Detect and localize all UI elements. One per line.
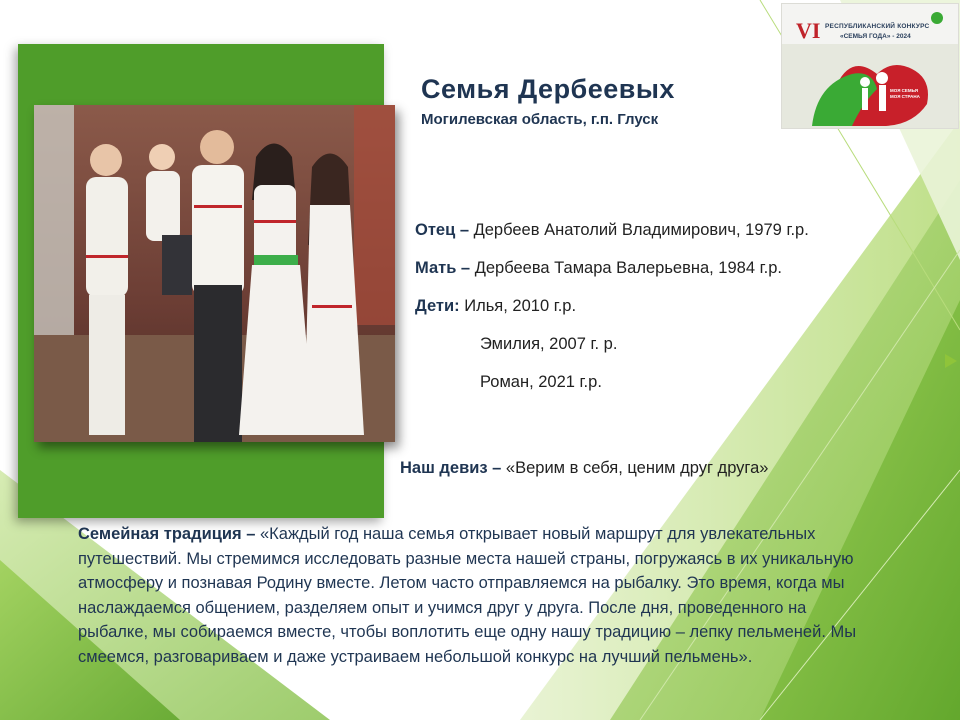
father-line	[415, 221, 809, 240]
logo-contest-year: «СЕМЬЯ ГОДА» - 2024	[840, 33, 911, 40]
child-1: Илья, 2010 г.р.	[459, 297, 577, 315]
arrow-icon	[945, 354, 957, 368]
logo-number: VI	[796, 18, 821, 43]
mother-label: Мать –	[415, 259, 471, 277]
children-line	[415, 297, 576, 316]
tradition-paragraph	[78, 522, 878, 669]
tradition-label: Семейная традиция –	[78, 525, 256, 543]
child-3: Роман, 2021 г.р.	[480, 373, 602, 391]
mother-value: Дербеева Тамара Валерьевна, 1984 г.р.	[470, 259, 782, 277]
child-2: Эмилия, 2007 г. р.	[480, 335, 618, 353]
slide-subtitle: Могилевская область, г.п. Глуск	[421, 111, 659, 128]
logo-contest-name: РЕСПУБЛИКАНСКИЙ КОНКУРС	[825, 23, 930, 30]
motto-label: Наш девиз –	[400, 459, 502, 477]
family-photo	[34, 105, 395, 442]
motto-line	[400, 459, 768, 478]
father-label: Отец –	[415, 221, 469, 239]
slide-title: Семья Дербеевых	[421, 74, 675, 104]
contest-logo	[781, 3, 959, 129]
father-value: Дербеев Анатолий Владимирович, 1979 г.р.	[469, 221, 809, 239]
motto-value: «Верим в себя, ценим друг друга»	[501, 459, 769, 477]
mother-line	[415, 259, 782, 278]
logo-tagline: МОЯ СЕМЬЯ МОЯ СТРАНА	[890, 88, 920, 99]
children-label: Дети:	[415, 297, 460, 315]
tradition-text: «Каждый год наша семья открывает новый маршрут для увлекательных путешествий. Мы стремимся исследовать разные места нашей страны, погружаясь в их уникальную атмосферу и познавая Родину вместе. Летом часто отправляемся на рыбалку. Это время, когда мы наслаждаемся общением, разделяем опыт и учимся друг у друга. После дня, проведенного на рыбалке, мы собираемся вместе, чтобы воплотить еще одну нашу традицию – лепку пельменей. Мы смеемся, разговариваем и даже устраиваем небольшой конкурс на лучший пельмень».	[78, 525, 857, 666]
